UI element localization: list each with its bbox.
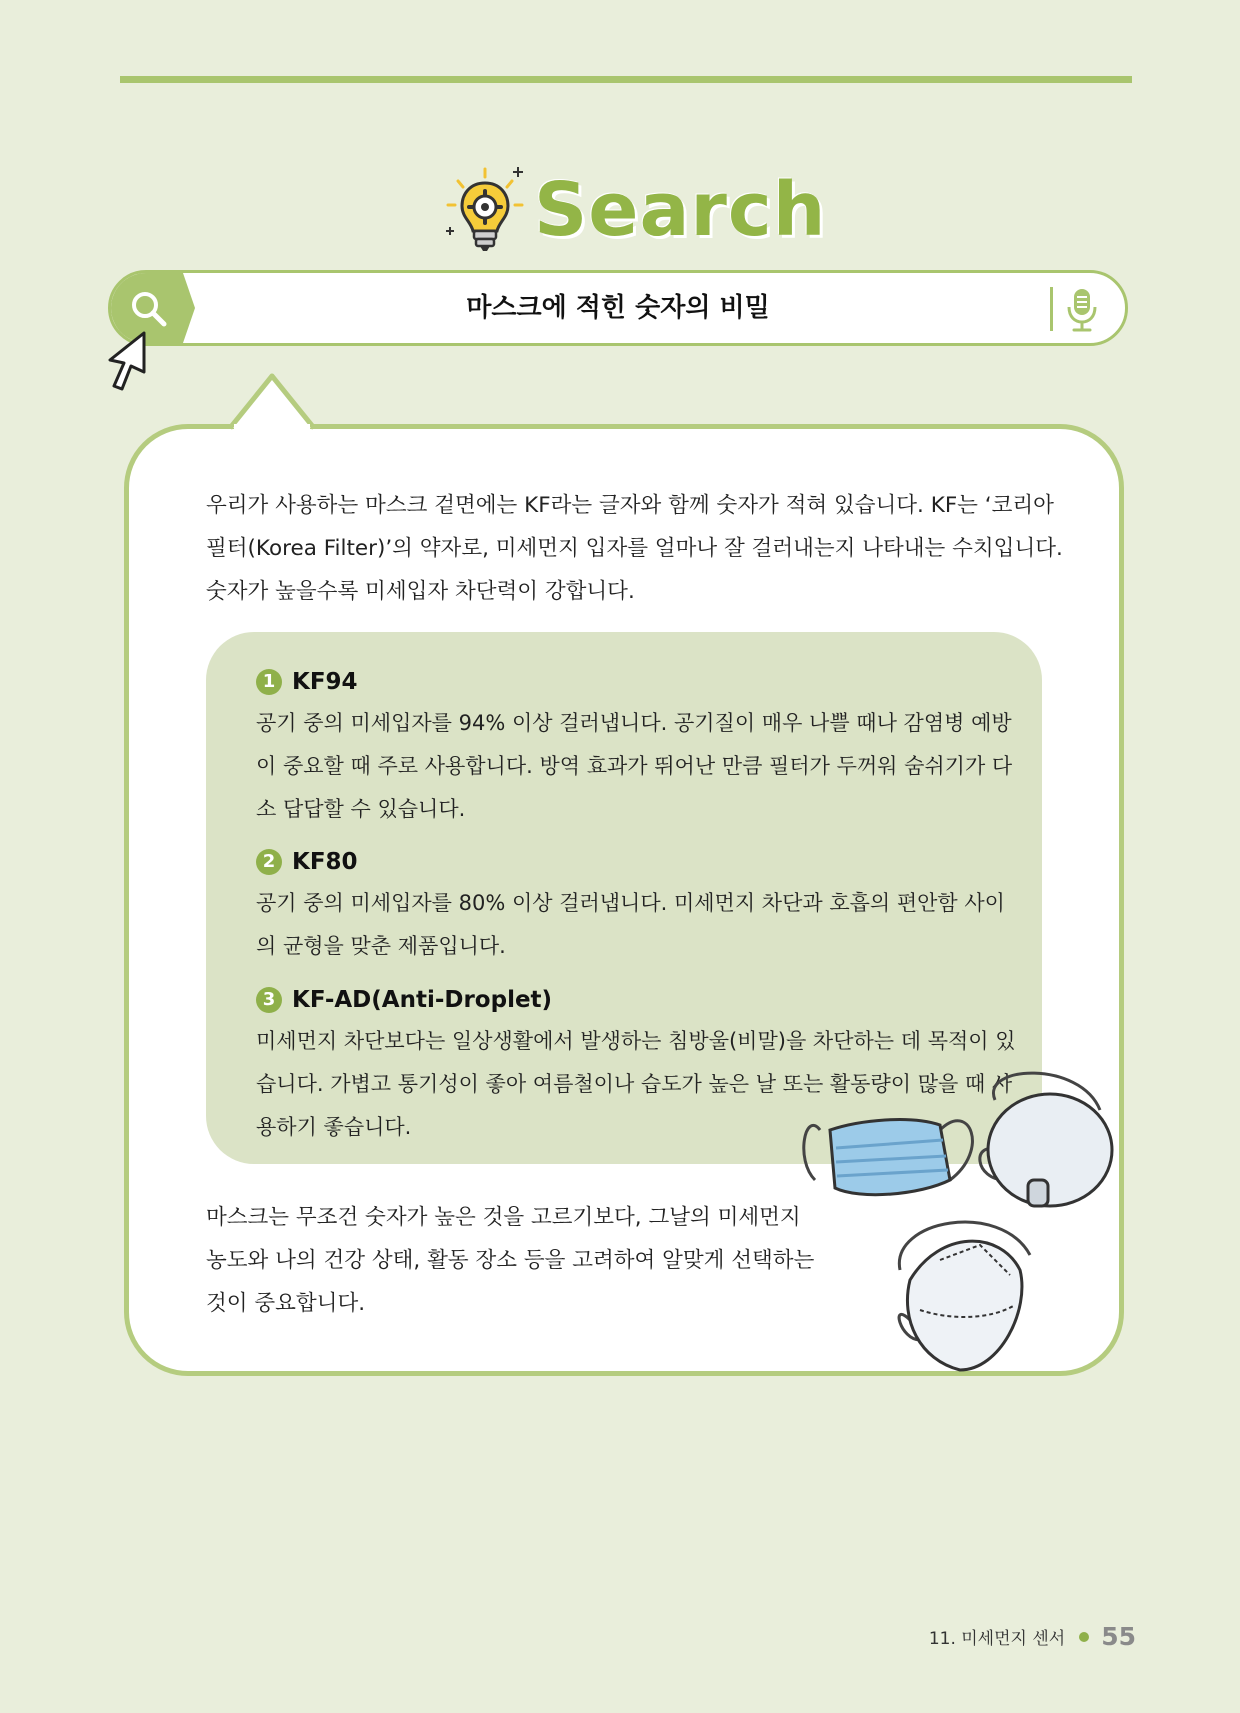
kf-description: 미세먼지 차단보다는 일상생활에서 발생하는 침방울(비말)을 차단하는 데 목적이 있습니다. 가볍고 통기성이 좋아 여름철이나 습도가 높은 날 또는 활동량이 많을 때 사용하기 좋습니다. xyxy=(256,1029,1016,1139)
kf-number-badge: 3 xyxy=(256,987,282,1013)
kf-description: 공기 중의 미세입자를 94% 이상 걸러냅니다. 공기질이 매우 나쁠 때나 감염병 예방이 중요할 때 주로 사용합니다. 방역 효과가 뛰어난 만큼 필터가 두꺼워 숨쉬기가 다소 답답할 수 있습니다. xyxy=(256,711,1013,821)
cursor-arrow-icon xyxy=(104,330,150,392)
lightbulb-gear-icon xyxy=(440,165,530,255)
top-rule xyxy=(120,76,1132,83)
kf-number-badge: 1 xyxy=(256,669,282,695)
surgical-mask-icon xyxy=(804,1120,973,1195)
mic-divider xyxy=(1050,287,1053,331)
search-button-tip xyxy=(183,273,195,343)
search-query[interactable]: 마스크에 적힌 숫자의 비밀 xyxy=(466,293,770,323)
footer-dot xyxy=(1079,1632,1089,1642)
search-icon xyxy=(129,289,169,329)
page-title: Search xyxy=(534,167,827,253)
kf-number-badge: 2 xyxy=(256,849,282,875)
footer-chapter: 11. 미세먼지 센서 xyxy=(928,1629,1066,1649)
search-title xyxy=(440,160,826,260)
kf-item xyxy=(256,666,1016,831)
kf-title: KF80 xyxy=(292,849,358,875)
intro-paragraph: 우리가 사용하는 마스크 겉면에는 KF라는 글자와 함께 숫자가 적혀 있습니다. KF는 ‘코리아 필터(Korea Filter)’의 약자로, 미세먼지 입자를 얼마나 잘 걸러내는지 나타내는 수치입니다. 숫자가 높을수록 미세입자 차단력이 강합니다. xyxy=(206,493,1063,604)
kf-description: 공기 중의 미세입자를 80% 이상 걸러냅니다. 미세먼지 차단과 호흡의 편안함 사이의 균형을 맞춘 제품입니다. xyxy=(256,891,1005,958)
kf94-mask-icon xyxy=(899,1222,1030,1370)
outro-paragraph: 마스크는 무조건 숫자가 높은 것을 고르기보다, 그날의 미세먼지 농도와 나의 건강 상태, 활동 장소 등을 고려하여 알맞게 선택하는 것이 중요합니다. xyxy=(206,1205,815,1316)
kf-title: KF-AD(Anti-Droplet) xyxy=(292,987,553,1013)
search-bar xyxy=(108,270,1128,346)
page-number: 55 xyxy=(1101,1622,1136,1651)
kf-item xyxy=(256,846,1016,968)
bubble-tail xyxy=(230,372,314,430)
kf-title: KF94 xyxy=(292,669,358,695)
microphone-icon[interactable] xyxy=(1065,287,1099,333)
masks-illustration xyxy=(800,1070,1160,1400)
page-footer xyxy=(929,1622,1136,1651)
valve-mask-icon xyxy=(980,1073,1112,1206)
